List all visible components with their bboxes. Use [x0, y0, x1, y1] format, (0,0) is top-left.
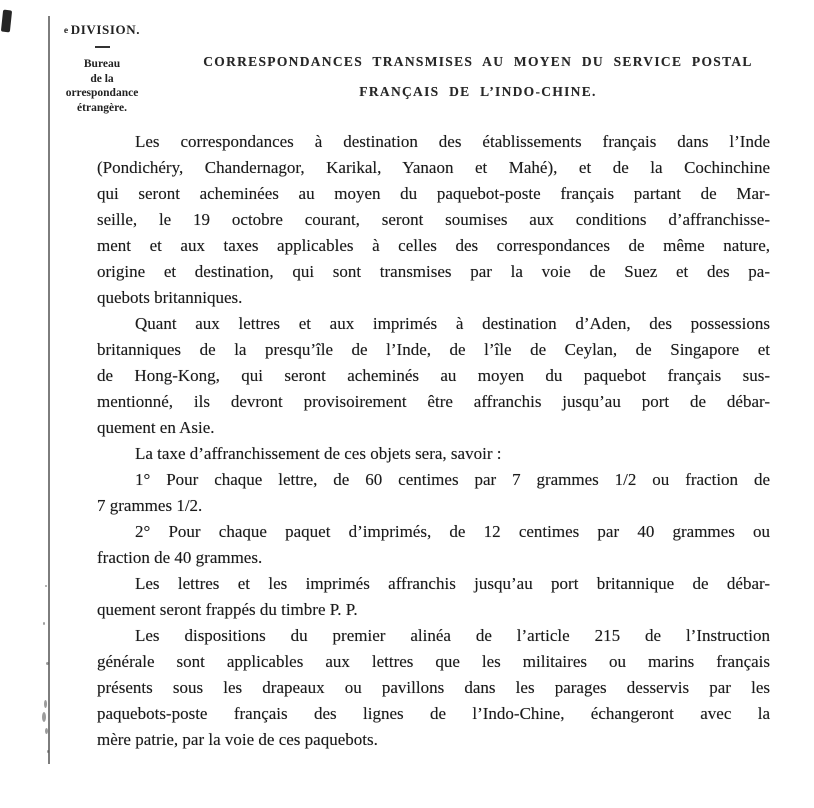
document-body: [97, 129, 770, 753]
text-line: La taxe d’affranchissement de ces objets sera, savoir :: [135, 444, 502, 463]
scan-ink-mark: [1, 10, 12, 33]
text-line: paquebots-poste français des lignes de l’Indo-Chine, échangeront avec la: [97, 704, 770, 723]
scan-speckle: [46, 662, 49, 665]
scan-speckle: [45, 585, 47, 587]
scan-speckle: [45, 728, 48, 734]
text-line: seille, le 19 octobre courant, seront soumises aux conditions d’affranchisse-: [97, 210, 770, 229]
margin-rule: [48, 16, 50, 764]
scan-speckle: [43, 622, 45, 625]
division-ordinal: e: [63, 26, 69, 36]
text-line: Les correspondances à destination des établissements français dans l’Inde: [135, 132, 770, 151]
document-title: [158, 54, 798, 100]
text-line: fraction de 40 grammes.: [97, 548, 263, 567]
text-line: 1° Pour chaque lettre, de 60 centimes par 7 grammes 1/2 ou fraction de: [135, 470, 770, 489]
divider-dash: [95, 46, 110, 48]
text-line: mère patrie, par la voie de ces paquebots.: [97, 730, 378, 749]
text-line: Les lettres et les imprimés affranchis jusqu’au port britannique de débar-: [135, 574, 770, 593]
division-heading: [50, 22, 154, 38]
scan-speckle: [44, 700, 47, 708]
text-line: origine et destination, qui sont transmises par la voie de Suez et des pa-: [97, 262, 770, 281]
scan-speckle: [42, 712, 46, 722]
text-line: quement en Asie.: [97, 418, 215, 437]
title-line-1: CORRESPONDANCES TRANSMISES AU MOYEN DU SERVICE POSTAL: [203, 54, 753, 69]
text-line: Les dispositions du premier alinéa de l’article 215 de l’Instruction: [135, 626, 770, 645]
text-line: générale sont applicables aux lettres que les militaires ou marins français: [97, 652, 770, 671]
text-line: présents sous les drapeaux ou pavillons dans les parages desservis par les: [97, 678, 770, 697]
text-line: quement seront frappés du timbre P. P.: [97, 600, 358, 619]
text-line: mentionné, ils devront provisoirement être affranchis jusqu’au port de débar-: [97, 392, 770, 411]
text-line: qui seront acheminées au moyen du paquebot-poste français partant de Mar-: [97, 184, 770, 203]
text-line: 2° Pour chaque paquet d’imprimés, de 12 centimes par 40 grammes ou: [135, 522, 770, 541]
text-line: 7 grammes 1/2.: [97, 496, 203, 515]
bureau-line: étrangère.: [77, 101, 127, 114]
text-line: Quant aux lettres et aux imprimés à destination d’Aden, des possessions: [135, 314, 770, 333]
scan-speckle: [47, 750, 49, 753]
text-line: de Hong-Kong, qui seront acheminés au moyen du paquebot français sus-: [97, 366, 770, 385]
text-line: quebots britanniques.: [97, 288, 243, 307]
division-label: DIVISION.: [70, 22, 141, 37]
text-line: ment et aux taxes applicables à celles des correspondances de même nature,: [97, 236, 770, 255]
bureau-line: orrespondance: [65, 87, 139, 99]
text-line: (Pondichéry, Chandernagor, Karikal, Yanaon et Mahé), et de la Cochinchine: [97, 158, 770, 177]
text-line: britanniques de la presqu’île de l’Inde, de l’île de Ceylan, de Singapore et: [97, 340, 770, 359]
title-line-2: FRANÇAIS DE L’INDO-CHINE.: [359, 84, 597, 99]
bureau-line: de la: [90, 72, 114, 85]
bureau-line: Bureau: [83, 58, 121, 70]
margin-note: [50, 22, 154, 115]
